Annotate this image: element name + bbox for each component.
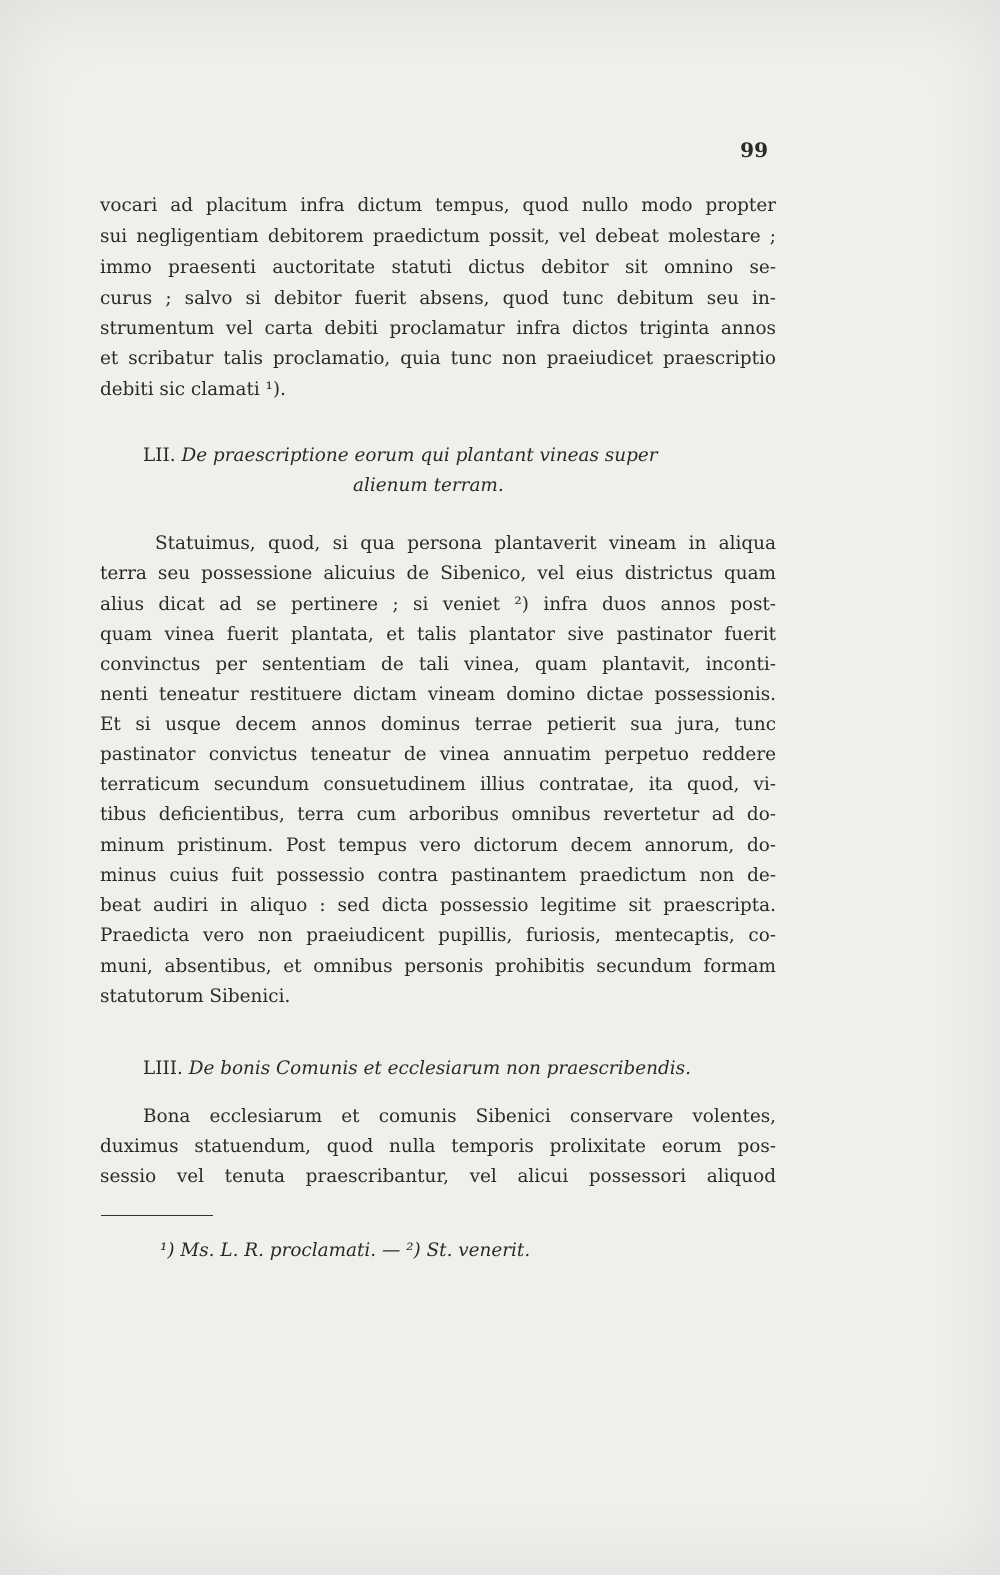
section-heading-lii: [143, 447, 658, 465]
text-line: duximus statuendum, quod nulla temporis prolixitate eorum pos-: [100, 1138, 776, 1157]
text-line: immo praesenti auctoritate statuti dictus debitor sit omnino se-: [100, 259, 776, 278]
text-line: alius dicat ad se pertinere ; si veniet ²) infra duos annos post-: [100, 596, 776, 615]
section-number: LII.: [143, 445, 176, 466]
section-heading-lii-continued: [353, 477, 504, 495]
text-line: minum pristinum. Post tempus vero dictorum decem annorum, do-: [100, 837, 776, 856]
text-line: Et si usque decem annos dominus terrae petierit sua jura, tunc: [100, 716, 776, 735]
section-title: De bonis Comunis et ecclesiarum non praescribendis.: [188, 1058, 691, 1079]
text-line: Bona ecclesiarum et comunis Sibenici conservare volentes,: [143, 1108, 776, 1127]
section-number: LIII.: [143, 1058, 183, 1079]
text-line: debiti sic clamati ¹).: [100, 381, 286, 400]
text-line: minus cuius fuit possessio contra pastinantem praedictum non de-: [100, 867, 776, 886]
text-line: statutorum Sibenici.: [100, 988, 291, 1007]
text-line: nenti teneatur restituere dictam vineam domino dictae possessionis.: [100, 686, 776, 705]
text-line: pastinator convictus teneatur de vinea annuatim perpetuo reddere: [100, 746, 776, 765]
footnote-rule: [101, 1215, 213, 1216]
text-line: vocari ad placitum infra dictum tempus, quod nullo modo propter: [100, 197, 776, 216]
section-heading-liii: [143, 1060, 691, 1078]
text-line: strumentum vel carta debiti proclamatur infra dictos triginta annos: [100, 320, 776, 339]
text-line: terra seu possessione alicuius de Sibenico, vel eius districtus quam: [100, 565, 776, 584]
text-line: beat audiri in aliquo : sed dicta possessio legitime sit praescripta.: [100, 897, 776, 916]
text-line: Praedicta vero non praeiudicent pupillis, furiosis, mentecaptis, co-: [100, 927, 776, 946]
footnotes: ¹) Ms. L. R. proclamati. — ²) St. venerit.: [160, 1240, 531, 1261]
page-number: 99: [740, 138, 768, 162]
text-line: Statuimus, quod, si qua persona plantaverit vineam in aliqua: [155, 535, 776, 554]
text-line: sessio vel tenuta praescribantur, vel alicui possessori aliquod: [100, 1168, 776, 1187]
text-line: quam vinea fuerit plantata, et talis plantator sive pastinator fuerit: [100, 626, 776, 645]
text-line: curus ; salvo si debitor fuerit absens, quod tunc debitum seu in-: [100, 290, 776, 309]
text-line: muni, absentibus, et omnibus personis prohibitis secundum formam: [100, 958, 776, 977]
text-line: tibus deficientibus, terra cum arboribus omnibus revertetur ad do-: [100, 806, 776, 825]
text-line: et scribatur talis proclamatio, quia tunc non praeiudicet praescriptio: [100, 350, 776, 369]
text-line: sui negligentiam debitorem praedictum possit, vel debeat molestare ;: [100, 228, 776, 247]
text-line: convinctus per sententiam de tali vinea, quam plantavit, inconti-: [100, 656, 776, 675]
text-line: terraticum secundum consuetudinem illius contratae, ita quod, vi-: [100, 776, 776, 795]
section-title-continued: alienum terram.: [353, 475, 504, 496]
section-title: De praescriptione eorum qui plantant vineas super: [181, 445, 658, 466]
